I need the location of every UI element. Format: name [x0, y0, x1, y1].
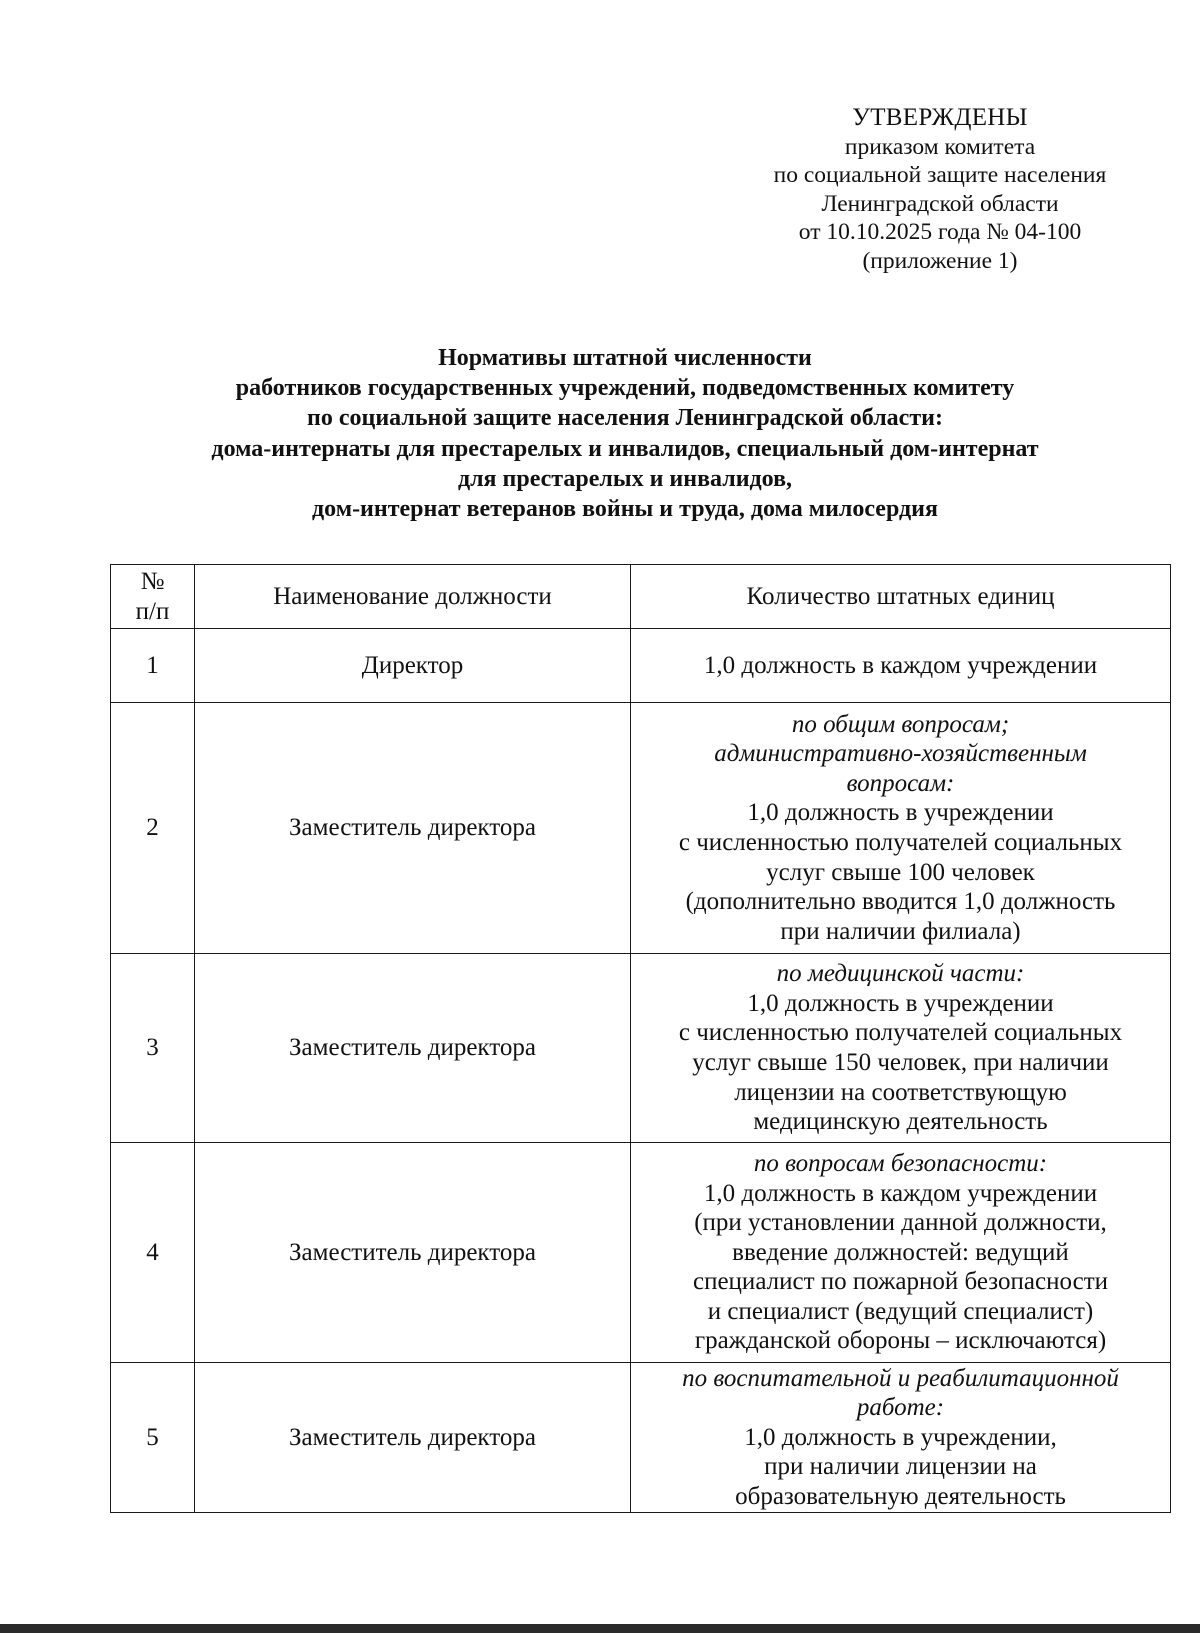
- quantity-text-line: при наличии филиала): [780, 917, 1021, 945]
- row-number: 5: [111, 1363, 195, 1513]
- quantity-text-line: (при установлении данной должности,: [694, 1209, 1107, 1237]
- approval-block: [740, 104, 1140, 275]
- quantity-category-line: по медицинской части:: [776, 960, 1025, 988]
- quantity-text-line: и специалист (ведущий специалист): [707, 1297, 1094, 1325]
- quantity-text-line: 1,0 должность в каждом учреждении: [703, 1179, 1098, 1207]
- quantity-text-line: (дополнительно вводится 1,0 должность: [685, 888, 1116, 916]
- table-header-row: [111, 565, 1171, 629]
- quantity-text-line: медицинскую деятельность: [753, 1108, 1048, 1136]
- header-number: [111, 565, 195, 629]
- quantity-text-line: при наличии лицензии на: [764, 1453, 1037, 1481]
- approval-line: от 10.10.2025 года № 04-100: [798, 219, 1082, 245]
- row-quantity: [631, 703, 1171, 954]
- row-position: Заместитель директора: [195, 703, 631, 954]
- row-quantity: [631, 1143, 1171, 1363]
- quantity-text-line: с численностью получателей социальных: [678, 829, 1123, 856]
- row-number: 4: [111, 1143, 195, 1363]
- quantity-category-line: по воспитательной и реабилитационной: [682, 1364, 1119, 1392]
- row-number: 3: [111, 954, 195, 1143]
- quantity-category-line: по общим вопросам;: [791, 710, 1010, 738]
- staffing-norms-table: [110, 564, 1171, 1513]
- quantity-text-line: специалист по пожарной безопасности: [692, 1268, 1109, 1296]
- approval-line: (приложение 1): [862, 247, 1018, 274]
- row-position: Заместитель директора: [195, 1143, 631, 1363]
- header-number-line: п/п: [135, 597, 170, 625]
- header-number-line: №: [140, 567, 165, 595]
- row-position: Заместитель директора: [195, 954, 631, 1143]
- quantity-text-line: образовательную деятельность: [735, 1482, 1066, 1510]
- title-line: Нормативы штатной численности: [438, 345, 812, 371]
- row-quantity: [631, 629, 1171, 703]
- table-row: [111, 954, 1171, 1143]
- quantity-category-line: работе:: [856, 1394, 945, 1422]
- quantity-text-line: лицензии на соответствующую: [734, 1078, 1067, 1106]
- quantity-text-line: гражданской обороны – исключаются): [694, 1327, 1107, 1355]
- row-quantity: [631, 1363, 1171, 1513]
- approval-line: Ленинградской области: [821, 190, 1059, 217]
- title-line: дом-интернат ветеранов войны и труда, дома милосердия: [312, 496, 938, 523]
- table-row: [111, 703, 1171, 954]
- title-line: для престарелых и инвалидов,: [457, 465, 793, 492]
- quantity-category-line: административно-хозяйственным: [714, 740, 1087, 768]
- quantity-text-line: услуг свыше 100 человек: [766, 858, 1035, 886]
- row-number: 2: [111, 703, 195, 954]
- quantity-text-line: 1,0 должность в учреждении: [747, 799, 1054, 827]
- row-number: 1: [111, 629, 195, 703]
- quantity-category-line: по вопросам безопасности:: [753, 1149, 1048, 1177]
- title-line: по социальной защите населения Ленинградской области:: [307, 405, 943, 432]
- title-line: работников государственных учреждений, подведомственных комитету: [235, 375, 1015, 402]
- title-line: дома-интернаты для престарелых и инвалидов, специальный дом-интернат: [211, 435, 1039, 462]
- row-quantity: [631, 954, 1171, 1143]
- quantity-text-line: 1,0 должность в каждом учреждении: [703, 651, 1098, 679]
- row-position: Заместитель директора: [195, 1363, 631, 1513]
- quantity-text-line: услуг свыше 150 человек, при наличии: [692, 1049, 1109, 1076]
- row-position: Директор: [195, 629, 631, 703]
- approval-line: по социальной защите населения: [773, 162, 1107, 188]
- quantity-text-line: с численностью получателей социальных: [678, 1019, 1123, 1047]
- header-quantity: Количество штатных единиц: [631, 565, 1171, 629]
- scan-edge-bar: [0, 1624, 1200, 1633]
- document-title: [80, 343, 1170, 524]
- table-row: [111, 1363, 1171, 1513]
- quantity-category-line: вопросам:: [846, 769, 955, 797]
- approval-line: приказом комитета: [844, 133, 1036, 160]
- quantity-text-line: введение должностей: ведущий: [732, 1238, 1069, 1266]
- quantity-text-line: 1,0 должность в учреждении,: [744, 1423, 1057, 1451]
- header-position: Наименование должности: [195, 565, 631, 629]
- table-row: [111, 629, 1171, 703]
- approval-heading: УТВЕРЖДЕНЫ: [852, 104, 1028, 131]
- table-row: [111, 1143, 1171, 1363]
- quantity-text-line: 1,0 должность в учреждении: [747, 989, 1054, 1017]
